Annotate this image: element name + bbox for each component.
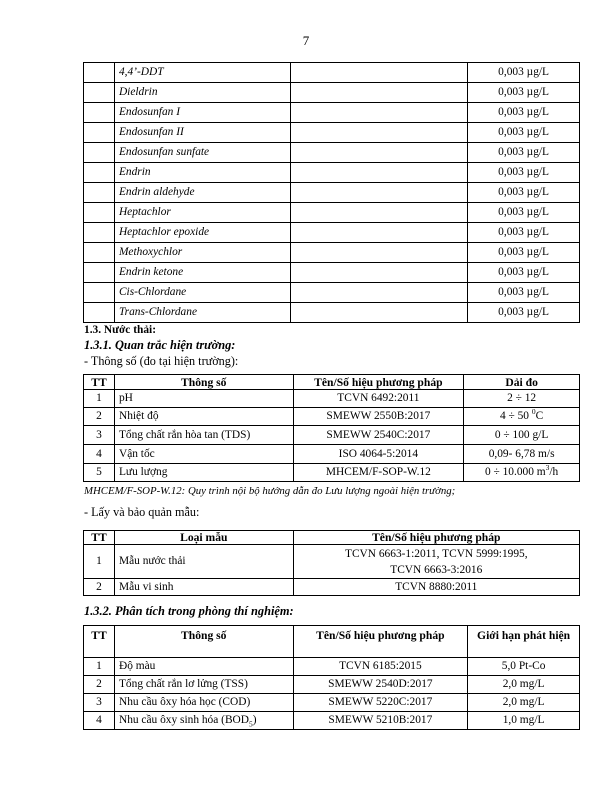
row-number: 2 — [84, 408, 115, 426]
param-cell: Nhu cầu ôxy hóa học (COD) — [114, 694, 293, 712]
method-cell: SMEWW 2550B:2017 — [293, 408, 464, 426]
table-row — [84, 243, 580, 263]
method-line: TCVN 6663-1:2011, TCVN 5999:1995, — [345, 547, 528, 560]
pesticide-name-cell: 4,4’-DDT — [114, 63, 290, 83]
row-number — [84, 263, 115, 283]
section-heading-1-3-1: 1.3.1. Quan trắc hiện trường: — [84, 338, 236, 352]
row-number: 4 — [84, 445, 115, 464]
col-header-method: Tên/Số hiệu phương pháp — [293, 626, 468, 658]
table-row — [84, 426, 580, 445]
param-cell: Vận tốc — [114, 445, 293, 464]
method-cell: SMEWW 5220C:2017 — [293, 694, 468, 712]
field-measurement-table — [83, 374, 580, 482]
col-header-tt: TT — [84, 626, 115, 658]
limit-cell: 0,003 µg/L — [468, 83, 580, 103]
table-row — [84, 579, 580, 596]
pesticide-name-cell: Dieldrin — [114, 83, 290, 103]
table-row — [84, 283, 580, 303]
pesticide-name-cell: Methoxychlor — [114, 243, 290, 263]
method-cell — [290, 83, 468, 103]
param-cell: pH — [114, 390, 293, 408]
lab-analysis-table — [83, 625, 580, 730]
col-header-tt: TT — [84, 375, 115, 390]
method-cell: ISO 4064-5:2014 — [293, 445, 464, 464]
pesticide-name-cell: Endosunfan I — [114, 103, 290, 123]
pesticide-name-cell: Endosunfan II — [114, 123, 290, 143]
row-number — [84, 283, 115, 303]
param-cell: Lưu lượng — [114, 464, 293, 482]
col-header-method: Tên/Số hiệu phương pháp — [293, 375, 464, 390]
row-number — [84, 223, 115, 243]
method-cell — [290, 103, 468, 123]
row-number — [84, 163, 115, 183]
page-number: 7 — [302, 33, 310, 48]
limit-cell: 2,0 mg/L — [468, 694, 580, 712]
limit-cell: 0,003 µg/L — [468, 103, 580, 123]
pesticide-name-cell: Trans-Chlordane — [114, 303, 290, 323]
pesticide-name-cell: Endrin ketone — [114, 263, 290, 283]
method-cell: SMEWW 5210B:2017 — [293, 712, 468, 730]
row-number — [84, 83, 115, 103]
limit-cell: 0,003 µg/L — [468, 303, 580, 323]
table-row — [84, 676, 580, 694]
col-header-sample-type: Loại mẫu — [114, 531, 293, 545]
row-number — [84, 203, 115, 223]
row-number: 1 — [84, 658, 115, 676]
param-cell: Nhu cầu ôxy sinh hóa $(BOD_5)$ — [114, 712, 293, 730]
table-row — [84, 103, 580, 123]
limit-cell: 2,0 mg/L — [468, 676, 580, 694]
method-cell: MHCEM/F-SOP-W.12 — [293, 464, 464, 482]
method-cell: TCVN 6185:2015 — [293, 658, 468, 676]
row-number — [84, 143, 115, 163]
col-header-method: Tên/Số hiệu phương pháp — [293, 531, 579, 545]
field-note: MHCEM/F-SOP-W.12: Quy trình nội bộ hướng dẫn đo Lưu lượng ngoài hiện trường; — [84, 485, 456, 497]
table-row — [84, 163, 580, 183]
table-row — [84, 694, 580, 712]
method-cell: TCVN 6492:2011 — [293, 390, 464, 408]
param-cell: Nhiệt độ — [114, 408, 293, 426]
table-row — [84, 263, 580, 283]
pesticide-name-cell: Endrin aldehyde — [114, 183, 290, 203]
range-cell: 2 ÷ 12 — [464, 390, 580, 408]
method-cell — [290, 123, 468, 143]
table-row — [84, 303, 580, 323]
table-row — [84, 83, 580, 103]
pesticide-name-cell: Cis-Chlordane — [114, 283, 290, 303]
limit-cell: 1,0 mg/L — [468, 712, 580, 730]
row-number — [84, 103, 115, 123]
method-cell — [290, 203, 468, 223]
table-row — [84, 63, 580, 83]
limit-cell: 5,0 Pt-Co — [468, 658, 580, 676]
row-number: 2 — [84, 579, 115, 596]
method-cell — [290, 263, 468, 283]
method-cell — [290, 163, 468, 183]
section-heading-1-3: 1.3. Nước thải: — [84, 324, 156, 336]
col-header-param: Thông số — [114, 626, 293, 658]
table-row — [84, 445, 580, 464]
table-row — [84, 712, 580, 730]
pesticide-name-cell: Endosunfan sunfate — [114, 143, 290, 163]
range-cell: 0,09- 6,78 m/s — [464, 445, 580, 464]
sampling-intro: - Lấy và bảo quản mẫu: — [84, 505, 200, 519]
sampling-table — [83, 530, 580, 596]
param-cell: Tổng chất rắn lơ lửng (TSS) — [114, 676, 293, 694]
table-row — [84, 223, 580, 243]
table-row — [84, 390, 580, 408]
method-cell: SMEWW 2540D:2017 — [293, 676, 468, 694]
limit-cell: 0,003 µg/L — [468, 63, 580, 83]
table-row — [84, 658, 580, 676]
table-row — [84, 545, 580, 579]
table-row — [84, 464, 580, 482]
limit-cell: 0,003 µg/L — [468, 243, 580, 263]
range-cell: 4 ÷ 50 $^0$C — [464, 408, 580, 426]
table-row — [84, 183, 580, 203]
row-number: 2 — [84, 676, 115, 694]
row-number — [84, 63, 115, 83]
table-row — [84, 143, 580, 163]
method-cell — [293, 545, 579, 579]
table-row — [84, 203, 580, 223]
param-cell: Tổng chất rắn hòa tan (TDS) — [114, 426, 293, 445]
limit-cell: 0,003 µg/L — [468, 163, 580, 183]
method-line: TCVN 6663-3:2016 — [390, 563, 483, 576]
method-cell — [290, 143, 468, 163]
section-heading-1-3-2: 1.3.2. Phân tích trong phòng thí nghiệm: — [84, 604, 294, 618]
sample-type-cell: Mẫu nước thải — [114, 545, 293, 579]
range-cell: 0 ÷ 100 g/L — [464, 426, 580, 445]
row-number: 3 — [84, 426, 115, 445]
limit-cell: 0,003 µg/L — [468, 143, 580, 163]
sample-type-cell: Mẫu vi sinh — [114, 579, 293, 596]
col-header-tt: TT — [84, 531, 115, 545]
row-number: 3 — [84, 694, 115, 712]
method-cell: TCVN 8880:2011 — [293, 579, 579, 596]
col-header-range: Dải đo — [464, 375, 580, 390]
method-cell — [290, 283, 468, 303]
row-number — [84, 243, 115, 263]
table-row — [84, 408, 580, 426]
pesticide-name-cell: Endrin — [114, 163, 290, 183]
method-cell — [290, 223, 468, 243]
limit-cell: 0,003 µg/L — [468, 263, 580, 283]
limit-cell: 0,003 µg/L — [468, 203, 580, 223]
row-number: 1 — [84, 390, 115, 408]
row-number: 5 — [84, 464, 115, 482]
limit-cell: 0,003 µg/L — [468, 183, 580, 203]
params-intro: - Thông số (đo tại hiện trường): — [84, 354, 239, 368]
col-header-detection-limit: Giới hạn phát hiện — [468, 626, 580, 658]
param-cell: Độ màu — [114, 658, 293, 676]
row-number — [84, 123, 115, 143]
method-cell — [290, 63, 468, 83]
limit-cell: 0,003 µg/L — [468, 123, 580, 143]
method-cell — [290, 303, 468, 323]
col-header-param: Thông số — [114, 375, 293, 390]
pesticide-table — [83, 62, 580, 323]
method-cell — [290, 183, 468, 203]
range-cell: 0 ÷ 10.000 $m^3/h$ — [464, 464, 580, 482]
pesticide-name-cell: Heptachlor epoxide — [114, 223, 290, 243]
row-number: 1 — [84, 545, 115, 579]
method-cell — [290, 243, 468, 263]
row-number — [84, 303, 115, 323]
method-cell: SMEWW 2540C:2017 — [293, 426, 464, 445]
limit-cell: 0,003 µg/L — [468, 223, 580, 243]
row-number — [84, 183, 115, 203]
pesticide-name-cell: Heptachlor — [114, 203, 290, 223]
table-row — [84, 123, 580, 143]
limit-cell: 0,003 µg/L — [468, 283, 580, 303]
row-number: 4 — [84, 712, 115, 730]
